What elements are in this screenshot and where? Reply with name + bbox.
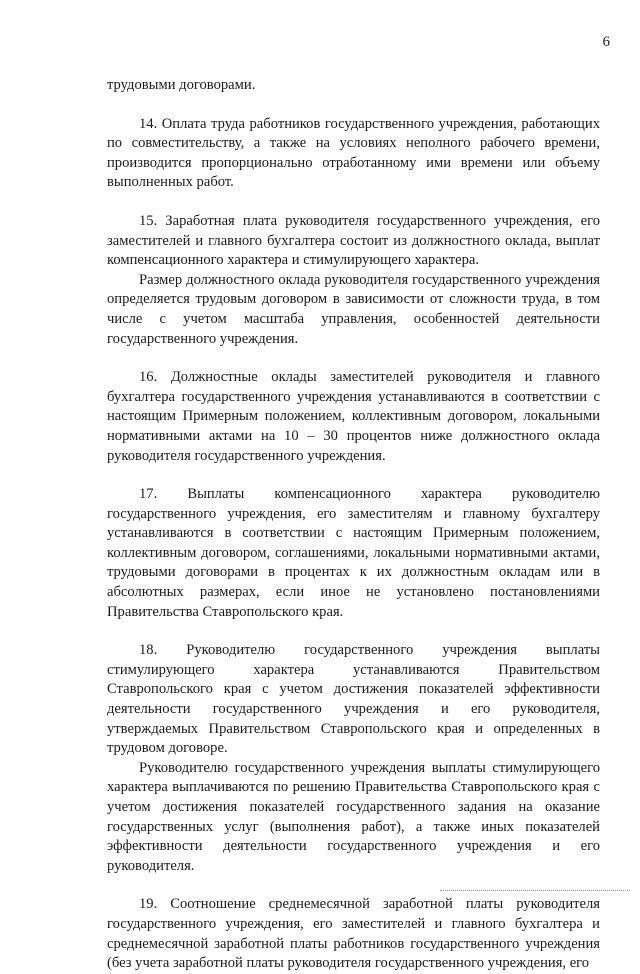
paragraph-18: 18. Руководителю государственного учреждения выплаты стимулирующего характера устанавливаются Правительством Ставропольского края с учетом достижения показателей эффективности деятельности государственного учреждения и его руководителя, утверждаемых Правительством Ставропольского края и определенных в трудовом договоре.	[107, 642, 600, 757]
paragraph-15: 15. Заработная плата руководителя государственного учреждения, его заместителей и главного бухгалтера состоит из должностного оклада, выплат компенсационного характера и стимулирующего характера.	[107, 212, 600, 269]
paragraph-17: 17. Выплаты компенсационного характера руководителю государственного учреждения, его заместителям и главному бухгалтеру устанавливаются в соответствии с настоящим Примерным положением, коллективным договором, соглашениями, локальными нормативными актами, трудовыми договорами в процентах к их должностным окладам или в абсолютных размерах, если иное не установлено постановлениями Правительства Ставропольского края.	[107, 486, 600, 620]
paragraph-continuation: трудовыми договорами.	[107, 77, 256, 93]
paragraph-19: 19. Соотношение среднемесячной заработной платы руководителя государственного учреждения, его заместителей и главного бухгалтера и среднемесячной заработной платы работников государственного учреждения (без учета заработной платы руководителя государственного учреждения, его	[107, 896, 600, 972]
footer-divider	[440, 890, 630, 891]
paragraph-16: 16. Должностные оклады заместителей руководителя и главного бухгалтера государственного учреждения устанавливаются в соответствии с настоящим Примерным положением, коллективным договором, локальными нормативными актами на 10 – 30 процентов ниже должностного оклада руководителя государственного учреждения.	[107, 369, 600, 464]
paragraph-15-salary-size: Размер должностного оклада руководителя государственного учреждения определяется трудовым договором в зависимости от сложности труда, в том числе с учетом масштаба управления, особенностей деятельности государственного учреждения.	[107, 271, 600, 347]
document-body	[107, 76, 600, 974]
page-number: 6	[602, 34, 610, 50]
paragraph-18-incentive-payments: Руководителю государственного учреждения выплаты стимулирующего характера выплачиваются по решению Правительства Ставропольского края с учетом достижения показателей государственного задания на оказание государственных услуг (выполнения работ), а также иных показателей эффективности деятельности государственного учреждения и его руководителя.	[107, 759, 600, 874]
paragraph-14: 14. Оплата труда работников государственного учреждения, работающих по совместительству, а также на условиях неполного рабочего времени, производится пропорционально отработанному ими времени или объему выполненных работ.	[107, 115, 600, 191]
